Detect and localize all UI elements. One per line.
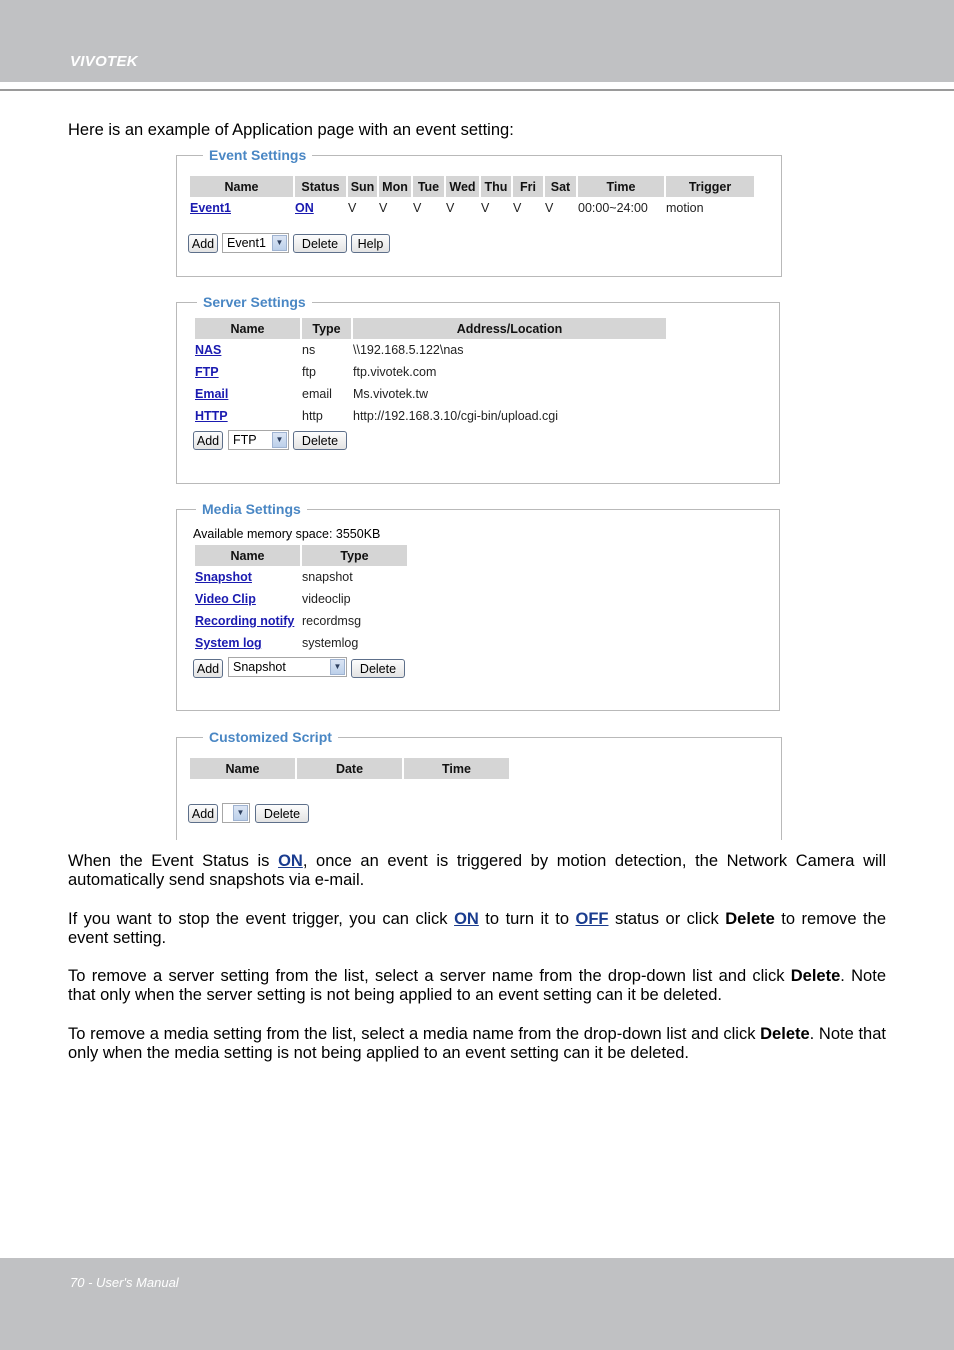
event-settings-legend: Event Settings (209, 147, 307, 163)
text-run: status or click (608, 910, 726, 928)
table-row (195, 339, 666, 361)
day-cell: V (545, 201, 554, 215)
text-run: To remove a media setting from the list, select a media name from the drop-down list and click (68, 1025, 761, 1043)
address-cell: ftp.vivotek.com (353, 365, 437, 379)
on-link[interactable]: ON (278, 852, 303, 870)
off-link[interactable]: OFF (575, 910, 609, 928)
day-cell: V (348, 201, 357, 215)
server-settings-legend: Server Settings (203, 294, 306, 310)
table-row (195, 383, 666, 405)
on-link[interactable]: ON (454, 910, 479, 928)
event-name-link[interactable]: Event1 (190, 201, 231, 215)
server-select[interactable] (228, 430, 289, 450)
table-row (195, 566, 407, 588)
table-row (195, 588, 407, 610)
chevron-down-icon: ▼ (330, 659, 345, 675)
event-select-value: Event1 (227, 236, 266, 250)
address-cell: \\192.168.5.122\nas (353, 343, 464, 357)
table-row (195, 632, 407, 654)
day-cell: V (481, 201, 490, 215)
col-tue: Tue (413, 176, 444, 197)
type-cell: systemlog (302, 636, 359, 650)
col-fri: Fri (513, 176, 543, 197)
media-settings-legend: Media Settings (202, 501, 301, 517)
col-time: Time (578, 176, 664, 197)
delete-term: Delete (760, 1025, 810, 1043)
time-cell: 00:00~24:00 (578, 201, 648, 215)
media-name-link[interactable]: System log (195, 636, 262, 650)
media-name-link[interactable]: Recording notify (195, 614, 295, 628)
customized-script-legend: Customized Script (209, 729, 332, 745)
script-table (188, 758, 511, 779)
paragraph-remove-media (68, 1025, 886, 1063)
address-cell: Ms.vivotek.tw (353, 387, 429, 401)
event-select[interactable] (222, 233, 289, 253)
delete-term: Delete (790, 967, 841, 985)
text-run: . Note that only when the server setting is not being applied to an event setting can it be deleted. (68, 967, 886, 1004)
server-table (193, 318, 668, 427)
server-name-link[interactable]: HTTP (195, 409, 228, 423)
media-name-link[interactable]: Snapshot (195, 570, 252, 584)
type-cell: recordmsg (302, 614, 362, 628)
type-cell: ftp (302, 365, 316, 379)
media-name-link[interactable]: Video Clip (195, 592, 256, 606)
media-table-header (195, 545, 407, 566)
script-select[interactable] (222, 803, 250, 823)
col-type: Type (302, 545, 407, 566)
col-name: Name (190, 758, 295, 779)
event-delete-button[interactable]: Delete (293, 234, 347, 253)
day-cell: V (513, 201, 522, 215)
script-delete-button[interactable]: Delete (255, 804, 309, 823)
type-cell: http (302, 409, 323, 423)
chevron-down-icon: ▼ (233, 805, 248, 821)
col-name: Name (195, 318, 300, 339)
day-cell: V (413, 201, 422, 215)
server-name-link[interactable]: Email (195, 387, 229, 401)
text-run: To remove a server setting from the list, select a server name from the drop-down list and click (68, 967, 791, 985)
day-cell: V (446, 201, 455, 215)
media-select[interactable] (228, 657, 347, 677)
col-date: Date (297, 758, 402, 779)
col-time: Time (404, 758, 509, 779)
type-cell: email (302, 387, 332, 401)
server-select-value: FTP (233, 433, 257, 447)
text-run: to turn it to (478, 910, 576, 928)
col-sun: Sun (348, 176, 377, 197)
text-run: If you want to stop the event trigger, you can click (68, 910, 455, 928)
server-table-header (195, 318, 666, 339)
text-run: to remove the event setting. (68, 910, 886, 947)
server-name-link[interactable]: FTP (195, 365, 219, 379)
media-table (193, 545, 409, 654)
col-status: Status (295, 176, 346, 197)
type-cell: snapshot (302, 570, 353, 584)
event-table (188, 176, 756, 219)
col-mon: Mon (379, 176, 411, 197)
media-delete-button[interactable]: Delete (351, 659, 405, 678)
trigger-cell: motion (666, 201, 704, 215)
header-divider (0, 89, 954, 91)
script-add-button[interactable]: Add (188, 804, 218, 823)
col-trigger: Trigger (666, 176, 754, 197)
type-cell: videoclip (302, 592, 351, 606)
table-row (190, 197, 754, 219)
chevron-down-icon: ▼ (272, 235, 287, 251)
event-add-button[interactable]: Add (188, 234, 218, 253)
page-number: 70 - User's Manual (70, 1275, 179, 1290)
page-header (0, 0, 954, 82)
text-run: . Note that only when the media setting is not being applied to an event setting can it be deleted. (68, 1025, 886, 1062)
memory-space-text: Available memory space: 3550KB (193, 527, 381, 541)
delete-term: Delete (725, 910, 775, 928)
col-thu: Thu (481, 176, 511, 197)
col-name: Name (190, 176, 293, 197)
script-table-header (190, 758, 509, 779)
col-sat: Sat (545, 176, 576, 197)
server-delete-button[interactable]: Delete (293, 431, 347, 450)
paragraph-stop-trigger (68, 910, 886, 948)
brand-logo: VIVOTEK (70, 53, 138, 70)
event-help-button[interactable]: Help (351, 234, 390, 253)
event-table-header (190, 176, 754, 197)
text-run: , once an event is triggered by motion detection, the Network Camera will automatically send snapshots via e-mail. (68, 852, 886, 889)
page-footer (0, 1258, 954, 1350)
address-cell: http://192.168.3.10/cgi-bin/upload.cgi (353, 409, 559, 423)
col-type: Type (302, 318, 351, 339)
table-row (195, 405, 666, 427)
media-add-button[interactable]: Add (193, 659, 223, 678)
col-name: Name (195, 545, 300, 566)
intro-text: Here is an example of Application page with an event setting: (68, 121, 514, 139)
day-cell: V (379, 201, 388, 215)
server-name-link[interactable]: NAS (195, 343, 222, 357)
paragraph-event-status (68, 852, 886, 890)
table-row (195, 610, 407, 632)
event-status-link[interactable]: ON (295, 201, 314, 215)
table-row (195, 361, 666, 383)
chevron-down-icon: ▼ (272, 432, 287, 448)
media-select-value: Snapshot (233, 660, 286, 674)
paragraph-remove-server (68, 967, 886, 1005)
type-cell: ns (302, 343, 316, 357)
text-run: When the Event Status is (68, 852, 279, 870)
server-add-button[interactable]: Add (193, 431, 223, 450)
col-address: Address/Location (353, 318, 666, 339)
col-wed: Wed (446, 176, 479, 197)
